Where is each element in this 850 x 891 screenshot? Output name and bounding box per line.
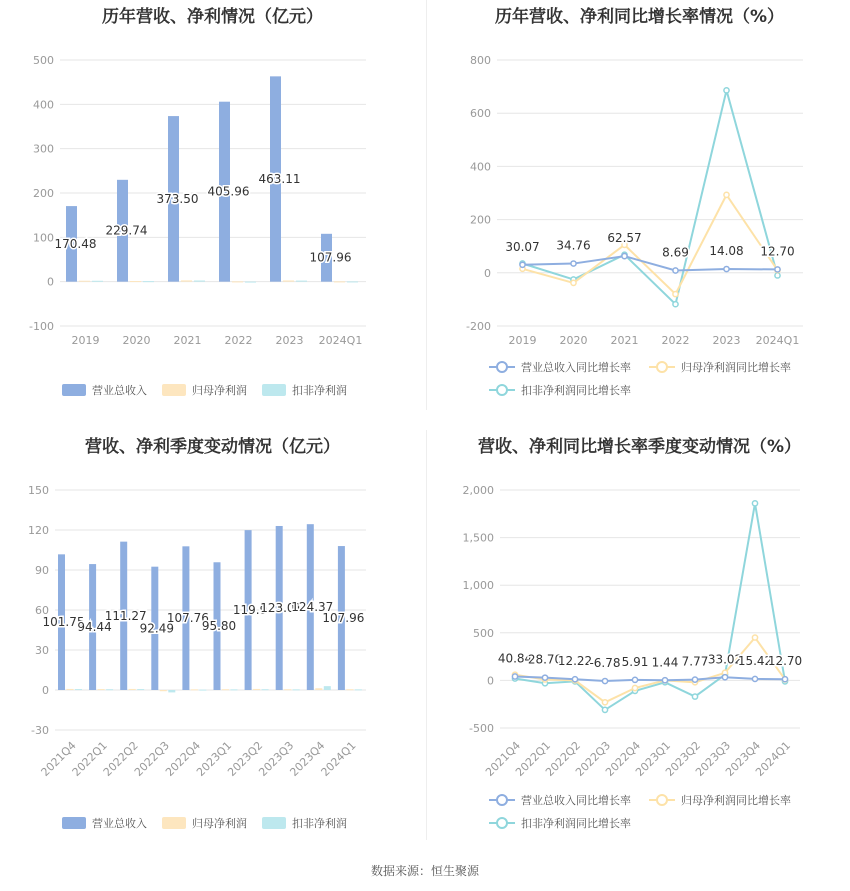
deducted-profit-bar	[92, 281, 103, 282]
y-tick-label: -200	[466, 320, 491, 333]
x-tick-label: 2024Q1	[753, 738, 794, 779]
data-point	[632, 677, 637, 682]
quarter-revenue-profit-panel	[0, 430, 425, 860]
data-point	[724, 88, 729, 93]
data-point	[775, 273, 780, 278]
x-tick-label: 2023Q4	[287, 738, 328, 779]
x-tick-label: 2022Q1	[69, 738, 110, 779]
data-point	[662, 678, 667, 683]
legend-marker	[657, 362, 667, 372]
y-tick-label: 200	[33, 187, 54, 200]
y-tick-label: 0	[42, 684, 49, 697]
parent-profit-growth-line	[515, 638, 785, 703]
y-tick-label: 2,000	[462, 484, 494, 497]
data-point	[752, 501, 757, 506]
y-tick-label: 600	[470, 107, 491, 121]
revenue-data-label: 92.49	[139, 621, 174, 636]
parent-profit-bar	[67, 689, 74, 690]
revenue-data-label: 95.80	[201, 619, 237, 634]
quarter-growth-panel	[427, 430, 850, 860]
parent-profit-bar	[98, 689, 105, 690]
x-tick-label: 2023	[275, 334, 304, 347]
revenue-growth-data-label: 5.91	[621, 654, 649, 669]
deducted-profit-bar	[245, 282, 256, 283]
x-tick-label: 2020	[122, 334, 151, 347]
legend-label: 扣非净利润同比增长率	[521, 817, 631, 830]
legend-label: 营业总收入同比增长率	[521, 794, 631, 807]
revenue-growth-data-label: 12.70	[767, 654, 803, 669]
parent-profit-bar	[315, 688, 322, 690]
revenue-growth-data-label: 12.70	[760, 244, 795, 259]
x-tick-label: 2022Q3	[131, 738, 172, 779]
data-point	[602, 678, 607, 683]
chart-title: 历年营收、净利情况（亿元）	[102, 7, 323, 27]
parent-profit-bar	[334, 281, 345, 282]
data-point	[622, 254, 627, 259]
data-point	[724, 192, 729, 197]
legend-label: 营业总收入同比增长率	[521, 361, 631, 374]
x-tick-label: 2023Q4	[723, 738, 764, 779]
revenue-growth-data-label: -6.78	[589, 656, 621, 671]
x-tick-label: 2022	[224, 334, 253, 347]
deducted-profit-bar	[75, 689, 82, 690]
parent-profit-bar	[222, 689, 229, 690]
y-tick-label: 800	[470, 54, 491, 67]
x-tick-label: 2020	[559, 334, 588, 347]
data-point	[542, 675, 547, 680]
x-tick-label: 2023Q3	[256, 738, 297, 779]
revenue-data-label: 124.37	[291, 600, 334, 615]
revenue-growth-data-label: 33.02	[707, 652, 743, 667]
annual-revenue-profit-panel	[0, 0, 425, 430]
x-tick-label: 2019	[508, 334, 537, 347]
parent-profit-bar	[253, 689, 260, 690]
y-tick-label: 150	[28, 484, 49, 497]
y-tick-label: 500	[473, 626, 494, 640]
data-point	[722, 675, 727, 680]
revenue-growth-data-label: 28.70	[527, 652, 563, 667]
parent-profit-bar	[191, 689, 198, 690]
legend-label: 营业总收入	[92, 817, 147, 830]
data-point	[572, 677, 577, 682]
y-tick-label: 60	[35, 604, 49, 617]
revenue-data-label: 107.96	[322, 611, 365, 626]
parent-profit-bar	[232, 281, 243, 282]
data-point	[571, 280, 576, 285]
x-tick-label: 2023	[712, 334, 741, 347]
revenue-data-label: 170.48	[54, 236, 97, 251]
y-tick-label: 0	[484, 266, 491, 280]
data-point	[571, 261, 576, 266]
legend-label: 归母净利润同比增长率	[681, 361, 791, 374]
x-tick-label: 2021	[610, 334, 639, 347]
data-point	[673, 291, 678, 296]
deducted-profit-bar	[324, 686, 331, 690]
revenue-growth-data-label: 14.08	[709, 244, 744, 259]
data-point	[673, 302, 678, 307]
y-tick-label: -30	[31, 724, 49, 737]
y-tick-label: 400	[33, 98, 54, 112]
legend-label: 营业总收入	[92, 384, 147, 397]
y-tick-label: 30	[35, 644, 49, 657]
revenue-growth-data-label: 7.77	[681, 654, 709, 669]
legend-marker	[497, 795, 507, 805]
revenue-data-label: 463.11	[258, 172, 301, 187]
y-tick-label: 400	[470, 160, 491, 174]
x-tick-label: 2022Q3	[573, 738, 614, 779]
data-point	[632, 685, 637, 690]
revenue-growth-data-label: 40.84	[497, 651, 533, 666]
legend-swatch	[162, 384, 186, 396]
legend-marker	[497, 818, 507, 828]
x-tick-label: 2023Q2	[225, 738, 266, 779]
x-tick-label: 2023Q1	[194, 738, 235, 779]
parent-profit-bar	[129, 689, 136, 690]
legend-label: 归母净利润	[192, 817, 247, 830]
deducted-profit-bar	[355, 689, 362, 690]
x-tick-label: 2023Q2	[663, 738, 704, 779]
quarter-line-chart	[427, 430, 850, 850]
x-tick-label: 2021Q4	[38, 738, 79, 779]
revenue-data-label: 405.96	[207, 184, 250, 199]
parent-profit-bar	[130, 281, 141, 282]
legend-swatch	[262, 817, 286, 829]
legend-marker	[497, 385, 507, 395]
deducted-profit-bar	[199, 690, 206, 691]
revenue-data-label: 119.9	[232, 603, 268, 618]
revenue-growth-data-label: 12.22	[557, 654, 593, 669]
deducted-profit-growth-line	[523, 90, 778, 304]
data-point	[520, 262, 525, 267]
data-source-note: 数据来源：恒生聚源	[370, 864, 479, 878]
revenue-data-label: 111.27	[104, 608, 147, 623]
y-tick-label: 1,500	[462, 531, 494, 545]
deducted-profit-bar	[293, 689, 300, 690]
data-point	[752, 676, 757, 681]
revenue-data-label: 94.44	[77, 620, 112, 635]
revenue-growth-data-label: 30.07	[505, 239, 540, 254]
y-tick-label: -100	[29, 320, 54, 333]
deducted-profit-bar	[296, 281, 307, 282]
data-point	[782, 677, 787, 682]
annual-bar-chart	[0, 0, 425, 410]
x-tick-label: 2023Q1	[633, 738, 674, 779]
data-point	[724, 266, 729, 271]
x-tick-label: 2022Q2	[100, 738, 141, 779]
data-point	[775, 267, 780, 272]
parent-profit-bar	[160, 690, 167, 691]
y-tick-label: 100	[33, 231, 54, 245]
revenue-data-label: 107.76	[166, 611, 209, 626]
revenue-data-label: 107.96	[309, 250, 352, 265]
data-point	[752, 635, 757, 640]
chart-title: 营收、净利季度变动情况（亿元）	[85, 437, 340, 457]
x-tick-label: 2023Q3	[693, 738, 734, 779]
y-tick-label: -500	[469, 722, 494, 735]
revenue-growth-data-label: 1.44	[651, 655, 679, 670]
x-tick-label: 2019	[71, 334, 100, 347]
parent-profit-bar	[181, 280, 192, 281]
deducted-profit-bar	[143, 281, 154, 282]
annual-growth-panel	[427, 0, 850, 430]
chart-title: 历年营收、净利同比增长率情况（%）	[494, 7, 785, 27]
y-tick-label: 0	[487, 674, 494, 688]
deducted-profit-bar	[347, 281, 358, 282]
annual-line-chart	[427, 0, 850, 410]
legend-label: 扣非净利润	[292, 817, 347, 830]
revenue-data-label: 229.74	[105, 223, 148, 238]
deducted-profit-bar	[194, 281, 205, 282]
deducted-profit-bar	[106, 689, 113, 690]
data-point	[602, 707, 607, 712]
data-point	[692, 694, 697, 699]
legend-label: 扣非净利润同比增长率	[521, 384, 631, 397]
y-tick-label: 200	[470, 213, 491, 227]
x-tick-label: 2024Q1	[318, 334, 363, 347]
data-point	[692, 677, 697, 682]
parent-profit-bar	[346, 689, 353, 690]
x-tick-label: 2022Q4	[603, 738, 644, 779]
data-point	[512, 674, 517, 679]
revenue-data-label: 123.01	[260, 600, 303, 615]
x-tick-label: 2021	[173, 334, 202, 347]
deducted-profit-bar	[262, 689, 269, 690]
legend-swatch	[262, 384, 286, 396]
data-point	[673, 268, 678, 273]
revenue-growth-data-label: 34.76	[556, 238, 591, 253]
y-tick-label: 300	[33, 142, 54, 156]
x-tick-label: 2024Q1	[755, 334, 800, 347]
quarter-bar-chart	[0, 430, 425, 850]
deducted-profit-bar	[137, 689, 144, 690]
revenue-data-label: 101.75	[42, 615, 85, 630]
chart-title: 营收、净利同比增长率季度变动情况（%）	[477, 437, 802, 457]
y-tick-label: 500	[33, 54, 54, 67]
y-tick-label: 90	[35, 564, 49, 577]
y-tick-label: 1,000	[462, 579, 494, 593]
revenue-growth-data-label: 8.69	[662, 245, 689, 260]
parent-profit-bar	[284, 689, 291, 690]
legend-swatch	[162, 817, 186, 829]
data-point	[602, 700, 607, 705]
legend-label: 扣非净利润	[292, 384, 347, 397]
revenue-growth-data-label: 15.42	[737, 653, 773, 668]
parent-profit-bar	[283, 280, 294, 281]
deducted-profit-bar	[168, 690, 175, 692]
y-tick-label: 0	[47, 275, 54, 289]
legend-marker	[497, 362, 507, 372]
revenue-growth-data-label: 62.57	[607, 231, 642, 246]
x-tick-label: 2022Q2	[543, 738, 584, 779]
x-tick-label: 2024Q1	[318, 738, 359, 779]
deducted-profit-bar	[231, 689, 238, 690]
legend-swatch	[62, 384, 86, 396]
revenue-data-label: 373.50	[156, 191, 199, 206]
legend-label: 归母净利润同比增长率	[681, 794, 791, 807]
x-tick-label: 2022Q4	[163, 738, 204, 779]
legend-label: 归母净利润	[192, 384, 247, 397]
legend-swatch	[62, 817, 86, 829]
x-tick-label: 2022	[661, 334, 690, 347]
x-tick-label: 2022Q1	[513, 738, 554, 779]
parent-profit-bar	[79, 281, 90, 282]
x-tick-label: 2021Q4	[483, 738, 524, 779]
y-tick-label: 120	[28, 524, 49, 537]
legend-marker	[657, 795, 667, 805]
